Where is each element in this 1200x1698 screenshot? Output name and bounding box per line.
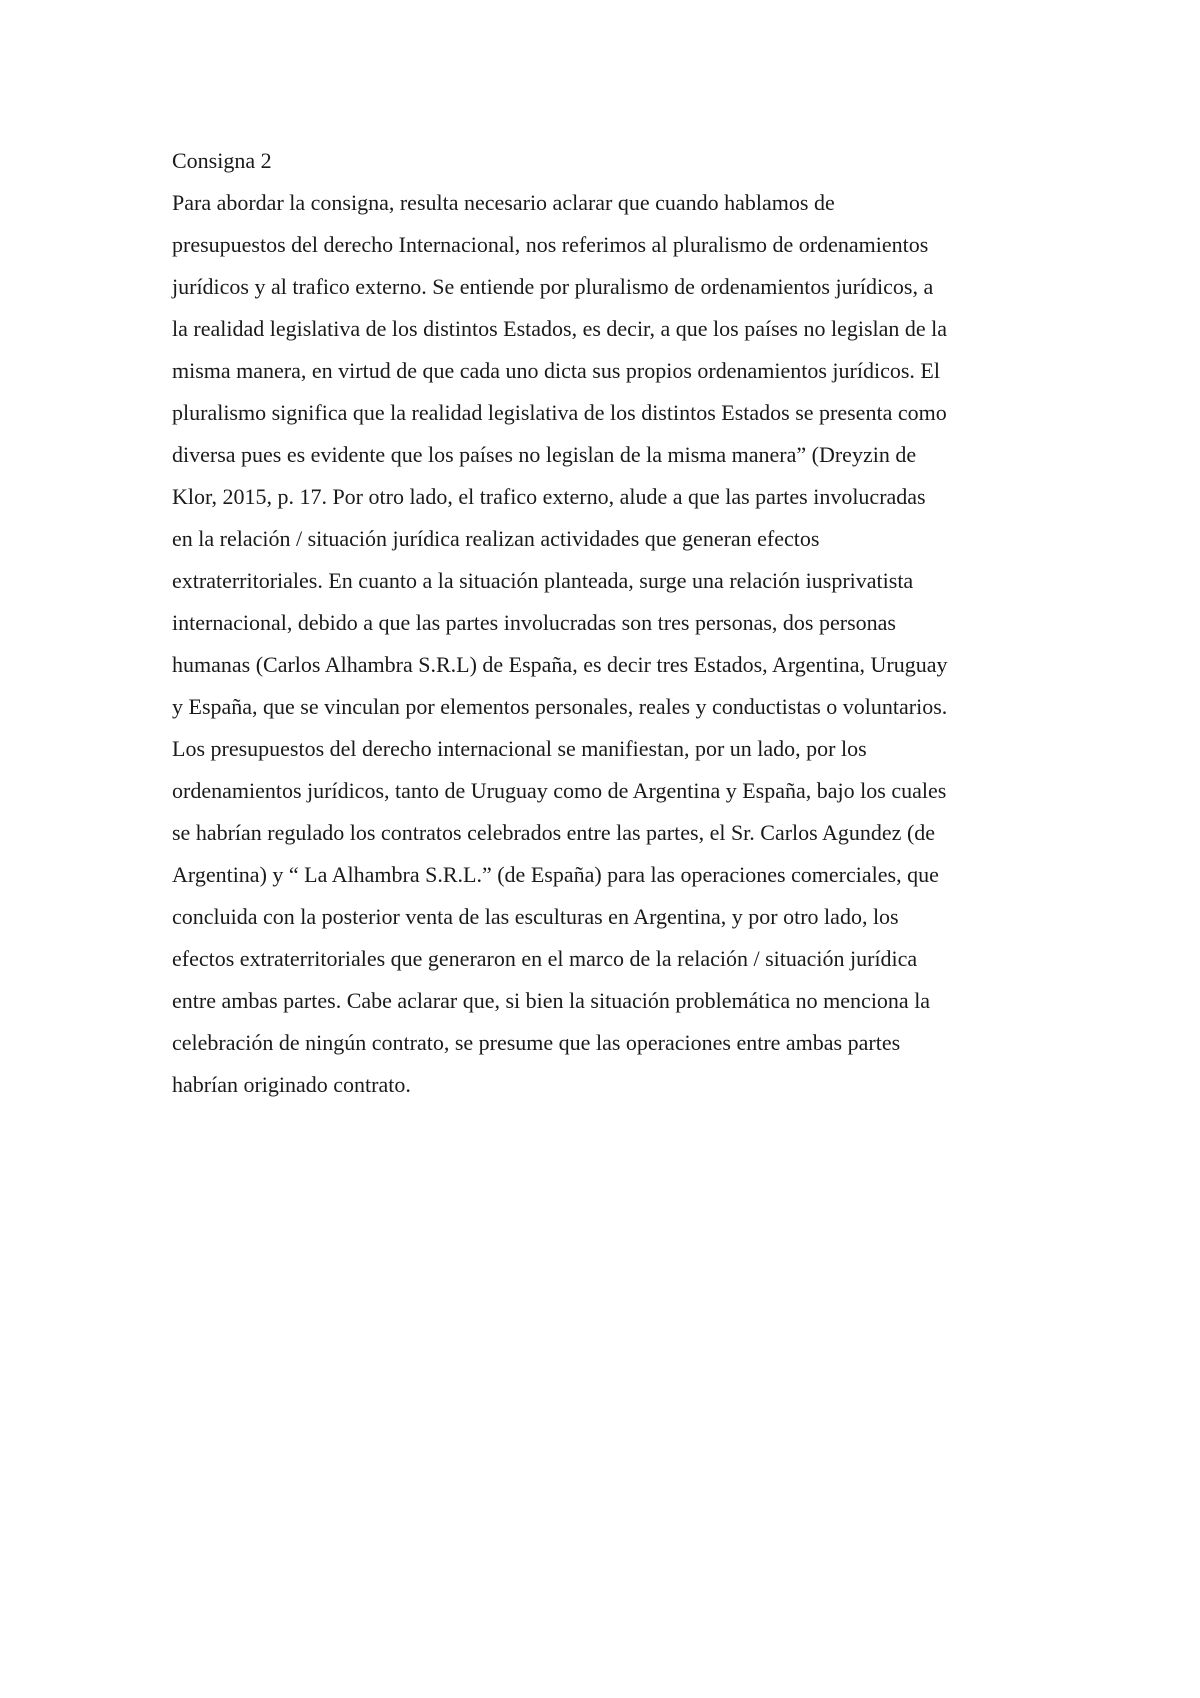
text-line: Los presupuestos del derecho internacional se manifiestan, por un lado, por los [172,736,867,761]
text-line: ordenamientos jurídicos, tanto de Uruguay como de Argentina y España, bajo los cuales [172,778,947,803]
text-line: se habrían regulado los contratos celebrados entre las partes, el Sr. Carlos Agundez (de [172,820,936,845]
document-heading: Consigna 2 [172,148,272,173]
text-line: pluralismo significa que la realidad legislativa de los distintos Estados se presenta como [172,400,947,425]
text-line: internacional, debido a que las partes involucradas son tres personas, dos personas [172,610,896,635]
text-line: entre ambas partes. Cabe aclarar que, si bien la situación problemática no menciona la [172,988,931,1013]
text-line: celebración de ningún contrato, se presume que las operaciones entre ambas partes [172,1030,901,1055]
text-line: en la relación / situación jurídica realizan actividades que generan efectos [172,526,820,551]
text-line: diversa pues es evidente que los países no legislan de la misma manera” (Dreyzin de [172,442,917,467]
text-line: Para abordar la consigna, resulta necesario aclarar que cuando hablamos de [172,190,835,215]
text-line: la realidad legislativa de los distintos Estados, es decir, a que los países no legislan de la [172,316,948,341]
document-body [172,140,1052,1106]
text-line: y España, que se vinculan por elementos personales, reales y conductistas o voluntarios. [172,694,948,719]
text-line: Klor, 2015, p. 17. Por otro lado, el trafico externo, alude a que las partes involucradas [172,484,926,509]
text-line: extraterritoriales. En cuanto a la situación planteada, surge una relación iusprivatista [172,568,914,593]
text-line: humanas (Carlos Alhambra S.R.L) de España, es decir tres Estados, Argentina, Uruguay [172,652,948,677]
text-line: presupuestos del derecho Internacional, nos referimos al pluralismo de ordenamientos [172,232,929,257]
text-line: efectos extraterritoriales que generaron en el marco de la relación / situación jurídica [172,946,918,971]
text-line: concluida con la posterior venta de las esculturas en Argentina, y por otro lado, los [172,904,899,929]
text-line: habrían originado contrato. [172,1072,411,1097]
text-line: jurídicos y al trafico externo. Se entiende por pluralismo de ordenamientos jurídicos, a [172,274,934,299]
text-line: misma manera, en virtud de que cada uno dicta sus propios ordenamientos jurídicos. El [172,358,940,383]
text-line: Argentina) y “ La Alhambra S.R.L.” (de España) para las operaciones comerciales, que [172,862,939,887]
